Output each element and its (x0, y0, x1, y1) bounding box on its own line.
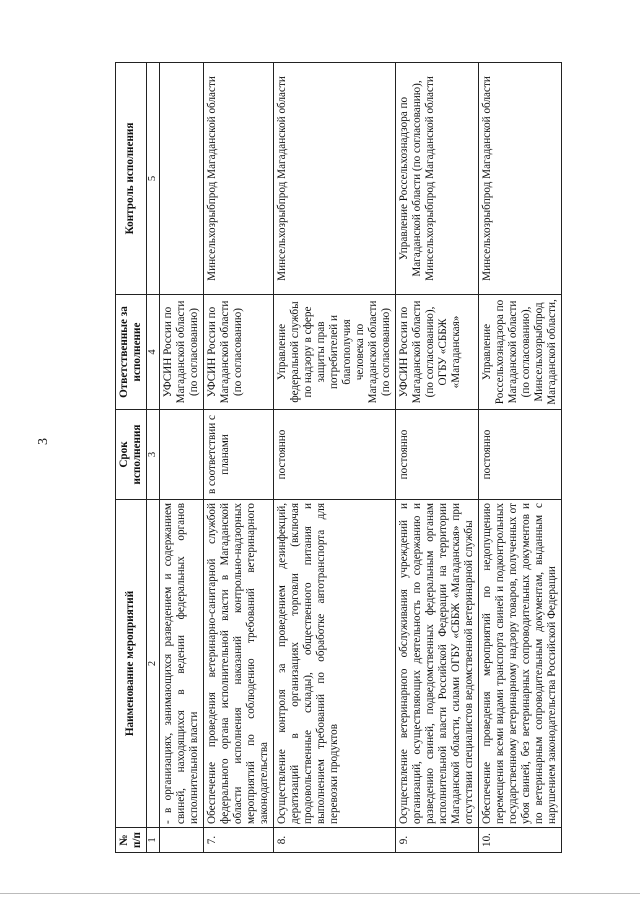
row-term: в соответствии с планами (204, 410, 274, 500)
measures-table (115, 62, 562, 853)
row-name: Обеспечение проведения мероприятий по недопущению перемещения всеми видами транспорта свиней и подконтрольных государственному ветеринарному надзору товаров, полученных от убоя свиней, без ветеринарных сопроводительных документов и по ветеринарным сопроводительным документам, выданным с нарушением законодательства Российской Федерации (478, 500, 561, 828)
row-responsible: УФСИН России по Магаданской области (по согласованию) (160, 295, 204, 410)
row-num: 10. (478, 828, 561, 853)
row-term: постоянно (395, 410, 478, 500)
row-control: Минсельхозрыбпрод Магаданской области (204, 63, 274, 295)
row-name: Осуществление ветеринарного обслуживания учреждений и организаций, осуществляющих деятельность по содержанию и разведению свиней, подведомственных федеральным органам исполнительной власти Российской Федерации на территории Магаданской области, силами ОГБУ «СББЖ «Магаданская» при отсутствии специалистов ведомственной ветеринарной службы (395, 500, 478, 828)
row-num: 8. (274, 828, 396, 853)
row-control: Минсельхозрыбпрод Магаданской области (478, 63, 561, 295)
col-number: 2 (146, 500, 159, 828)
row-responsible: УФСИН России по Магаданской области (по согласованию) (204, 295, 274, 410)
row-num (160, 828, 204, 853)
col-number: 4 (146, 295, 159, 410)
row-num: 7. (204, 828, 274, 853)
rotated-table-container (115, 63, 558, 853)
header-responsible: Ответственные за исполнение (116, 295, 147, 410)
page-number: 3 (36, 438, 51, 445)
header-control: Контроль исполнения (116, 63, 147, 295)
column-numbers-row (146, 63, 159, 853)
table-row (204, 63, 274, 853)
row-name: - в организациях, занимающихся разведением и содержанием свиней, находящихся в ведении федеральных органов исполнительной власти (160, 500, 204, 828)
row-name: Осуществление контроля за проведением дезинфекций, дератизаций в организациях торговли (включая продовольственные склады), общественного питания и выполнением требований по обработке автотранспорта для перевозки продуктов (274, 500, 396, 828)
col-number: 3 (146, 410, 159, 500)
header-num: № п/п (116, 828, 147, 853)
row-responsible: УФСИН России по Магаданской области (по согласованию), ОГБУ «СББЖ «Магаданская» (395, 295, 478, 410)
table-row (274, 63, 396, 853)
row-num: 9. (395, 828, 478, 853)
col-number: 5 (146, 63, 159, 295)
table-row (478, 63, 561, 853)
row-term: постоянно (274, 410, 396, 500)
page-edge-divider (0, 893, 640, 894)
row-responsible: Управление Россельхознадзора по Магаданской области (по согласованию), Минсельхозрыбпрод Магаданской области, (478, 295, 561, 410)
row-control: Управление Россельхознадзора по Магаданской области (по согласованию), Минсельхозрыбпрод Магаданской области (395, 63, 478, 295)
row-term: постоянно (478, 410, 561, 500)
row-term (160, 410, 204, 500)
table-row (395, 63, 478, 853)
row-responsible: Управление федеральной службы по надзору в сфере защиты прав потребителей и благополучия человека по Магаданской области (по согласованию) (274, 295, 396, 410)
header-term: Срок исполнения (116, 410, 147, 500)
row-control (160, 63, 204, 295)
row-name: Обеспечение проведения ветеринарно-санитарной службой федерального органа исполнительной власти в Магаданской области исполнения наказаний контрольно-надзорных мероприятий по соблюдению требований ветеринарного законодательства (204, 500, 274, 828)
row-control: Минсельхозрыбпрод Магаданской области (274, 63, 396, 295)
header-row (116, 63, 147, 853)
table-row (160, 63, 204, 853)
col-number: 1 (146, 828, 159, 853)
header-name: Наименование мероприятий (116, 500, 147, 828)
